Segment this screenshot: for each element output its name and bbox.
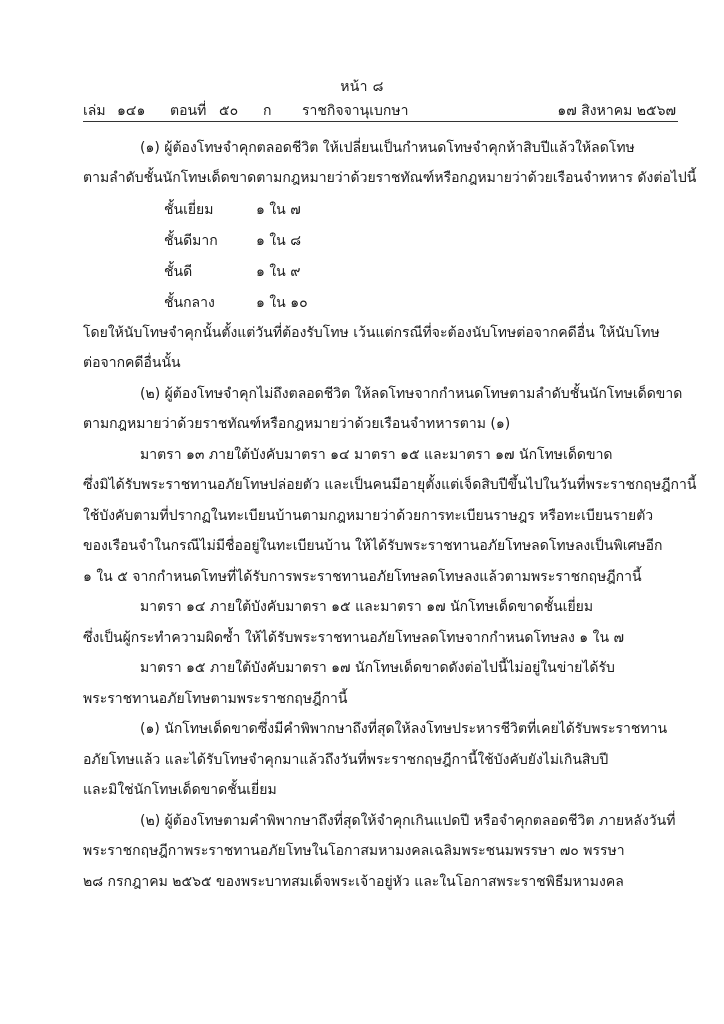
section-15-heading: มาตรา ๑๕ ภายใต้บังคับมาตรา ๑๗ นักโทษเด็ดขาดดังต่อไปนี้ไม่อยู่ในข่ายได้รับ [140,660,615,676]
issue-label: ตอนที่ [170,103,207,119]
text-line: พระราชทานอภัยโทษตามพระราชกฤษฎีกานี้ [83,691,348,707]
gazette-name: ราชกิจจานุเบกษา [302,103,409,119]
section-13-heading: มาตรา ๑๓ ภายใต้บังคับมาตรา ๑๔ มาตรา ๑๕ และมาตรา ๑๗ นักโทษเด็ดขาด [140,447,613,463]
gazette-header [83,100,678,120]
text-line: ๑ ใน ๕ จากกำหนดโทษที่ได้รับการพระราชทานอภัยโทษลดโทษลงแล้วตามพระราชกฤษฎีกานี้ [83,569,642,585]
tier-name: ชั้นเยี่ยม [164,202,214,218]
publication-date: ๑๗ สิงหาคม ๒๕๖๗ [557,103,676,119]
text-line: (๑) นักโทษเด็ดขาดซึ่งมีคำพิพากษาถึงที่สุดให้ลงโทษประหารชีวิตที่เคยได้รับพระราชทาน [140,721,668,737]
text-line: ตามลำดับชั้นนักโทษเด็ดขาดตามกฎหมายว่าด้วยราชทัณฑ์หรือกฎหมายว่าด้วยเรือนจำทหาร ดังต่อไปนี้ [83,170,697,186]
text-line: (๑) ผู้ต้องโทษจำคุกตลอดชีวิต ให้เปลี่ยนเป็นกำหนดโทษจำคุกห้าสิบปีแล้วให้ลดโทษ [140,140,635,156]
tier-name: ชั้นกลาง [164,295,215,311]
section-14-heading: มาตรา ๑๔ ภายใต้บังคับมาตรา ๑๕ และมาตรา ๑๗ นักโทษเด็ดขาดชั้นเยี่ยม [140,599,594,615]
volume-label: เล่ม [83,103,106,119]
text-line: ซึ่งเป็นผู้กระทำความผิดซ้ำ ให้ได้รับพระราชทานอภัยโทษลดโทษจากกำหนดโทษลง ๑ ใน ๗ [83,630,625,646]
text-line: (๒) ผู้ต้องโทษตามคำพิพากษาถึงที่สุดให้จำคุกเกินแปดปี หรือจำคุกตลอดชีวิต ภายหลังวันที่ [140,813,676,829]
text-line: ของเรือนจำในกรณีไม่มีชื่ออยู่ในทะเบียนบ้าน ให้ได้รับพระราชทานอภัยโทษลดโทษลงเป็นพิเศษอีก [83,538,663,554]
text-line: และมิใช่นักโทษเด็ดขาดชั้นเยี่ยม [83,782,277,798]
page-number: หน้า ๘ [340,79,384,95]
tier-ratio: ๑ ใน ๙ [256,264,301,280]
tier-ratio: ๑ ใน ๗ [256,202,301,218]
text-line: ต่อจากคดีอื่นนั้น [83,355,181,371]
tier-name: ชั้นดี [164,264,193,280]
section-letter: ก [263,103,272,119]
text-line: ซึ่งมิได้รับพระราชทานอภัยโทษปล่อยตัว และเป็นคนมีอายุตั้งแต่เจ็ดสิบปีขึ้นไปในวันที่พระราชกฤษฎีกานี้ [83,477,697,493]
issue-number: ๕๐ [219,103,239,119]
tier-ratio: ๑ ใน ๑๐ [256,295,308,311]
tier-ratio: ๑ ใน ๘ [256,233,301,249]
text-line: ๒๘ กรกฎาคม ๒๕๖๕ ของพระบาทสมเด็จพระเจ้าอยู่หัว และในโอกาสพระราชพิธีมหามงคล [83,874,624,890]
text-line: (๒) ผู้ต้องโทษจำคุกไม่ถึงตลอดชีวิต ให้ลดโทษจากกำหนดโทษตามลำดับชั้นนักโทษเด็ดขาด [140,386,683,402]
text-line: โดยให้นับโทษจำคุกนั้นตั้งแต่วันที่ต้องรับโทษ เว้นแต่กรณีที่จะต้องนับโทษต่อจากคดีอื่น ให้นับโทษ [83,325,660,341]
text-line: อภัยโทษแล้ว และได้รับโทษจำคุกมาแล้วถึงวันที่พระราชกฤษฎีกานี้ใช้บังคับยังไม่เกินสิบปี [83,752,609,768]
text-line: ตามกฎหมายว่าด้วยราชทัณฑ์หรือกฎหมายว่าด้วยเรือนจำทหารตาม (๑) [83,416,511,432]
text-line: พระราชกฤษฎีกาพระราชทานอภัยโทษในโอกาสมหามงคลเฉลิมพระชนมพรรษา ๗๐ พรรษา [83,843,625,859]
header-divider [83,121,678,122]
volume-number: ๑๔๑ [117,103,146,119]
tier-name: ชั้นดีมาก [164,233,218,249]
text-line: ใช้บังคับตามที่ปรากฏในทะเบียนบ้านตามกฎหมายว่าด้วยการทะเบียนราษฎร หรือทะเบียนรายตัว [83,508,654,524]
